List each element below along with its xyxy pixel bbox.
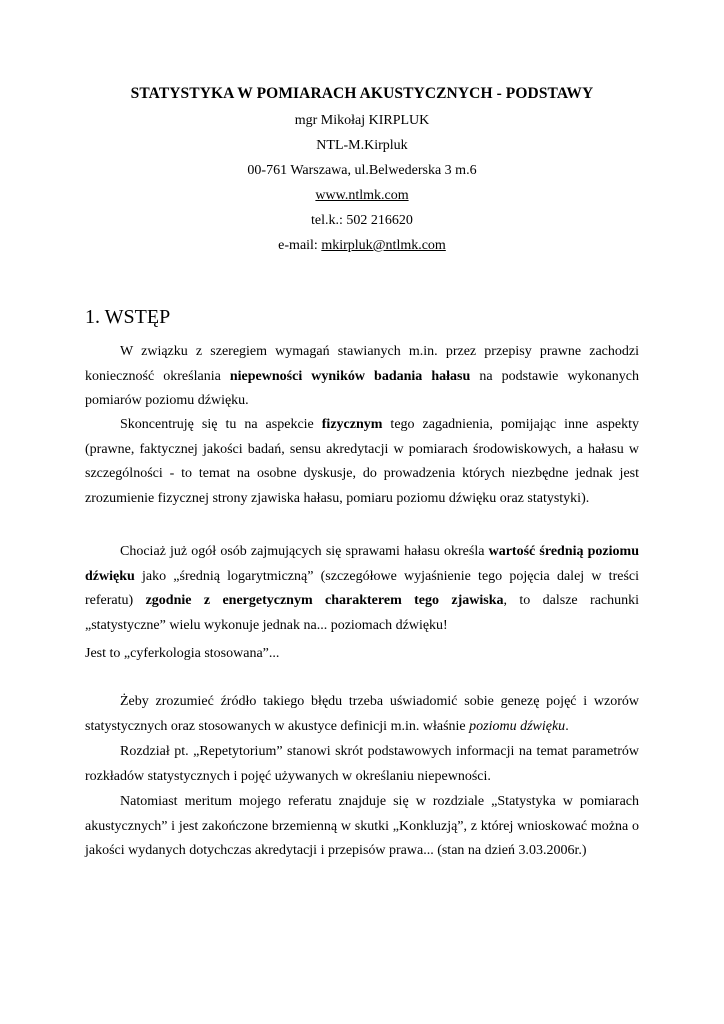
email-line [0,238,724,254]
emphasis-text: wartość średnią poziomu dźwięku [85,544,639,584]
website-link-line [0,188,724,204]
paragraph-text: Skoncentruję się tu na aspekcie [120,417,322,432]
italic-text: poziomu dźwięku [469,718,566,734]
paragraph-2 [85,413,639,511]
section-heading: 1. WSTĘP [85,306,171,328]
paragraph-text: Chociaż już ogół osób zajmujących się sprawami hałasu określa [120,544,489,559]
paragraph-text: jako „średnią logarytmiczną” (szczegółowe wyjaśnienie tego pojęcia dalej w treści referatu) [85,568,639,608]
website-link[interactable]: www.ntlmk.com [315,188,409,203]
paragraph-text: na podstawie wykonanych pomiarów poziomu dźwięku. [85,368,639,408]
paragraph-1 [85,340,639,414]
paragraph-3-tail: Jest to „cyferkologia stosowana”... [85,646,280,661]
paragraph-4 [85,690,639,739]
paragraph-6: Natomiast meritum mojego referatu znajduje się w rozdziale „Statystyka w pomiarach akustycznych” i jest zakończone brzemienną w skutki „Konkluzją”, z której wnioskować można o jakości wydanych dotychczas akredytacji i przepisów prawa... (stan na dzień 3.03.2006r.) [85,794,639,858]
paragraph-text: . [565,718,569,734]
emphasis-text: zgodnie z energetycznym charakterem tego zjawiska [145,593,504,608]
document-title: STATYSTYKA W POMIARACH AKUSTYCZNYCH - PODSTAWY [130,85,594,102]
paragraph-5: Rozdział pt. „Repetytorium” stanowi skrót podstawowych informacji na temat parametrów rozkładów statystycznych i pojęć używanych w określaniu niepewności. [85,744,639,784]
paragraph-3 [85,540,639,638]
email-link[interactable]: mkirpluk@ntlmk.com [321,238,446,253]
paragraph-text: tego zagadnienia, pomijając inne aspekty (prawne, faktycznej jakości badań, sensu akredytacji w pomiarach środowiskowych, a hałasu w szczególności - to temat na osobne dyskusje, do prowadzenia których niezbędne jednak jest zrozumienie fizycznej strony zjawiska hałasu, pomiaru poziomu dźwięku oraz statystyki). [85,417,639,506]
paragraph-text: W związku z szeregiem wymagań stawianych m.in. przez przepisy prawne zachodzi konieczność określania [85,344,639,384]
author-name: mgr Mikołaj KIRPLUK [294,113,430,128]
phone: tel.k.: 502 216620 [311,213,413,228]
paragraph-text: Żeby zrozumieć źródło takiego błędu trzeba uświadomić sobie genezę pojęć i wzorów statystycznych oraz stosowanych w akustyce definicji m.in. właśnie [85,694,639,734]
email-label: e-mail: [278,238,322,253]
emphasis-text: fizycznym [321,417,383,432]
emphasis-text: niepewności wyników badania hałasu [229,368,471,384]
address: 00-761 Warszawa, ul.Belwederska 3 m.6 [247,163,477,178]
company-name: NTL-M.Kirpluk [316,138,408,153]
paragraph-text: , to dalsze rachunki „statystyczne” wielu wykonuje jednak na... poziomach dźwięku! [85,593,640,633]
